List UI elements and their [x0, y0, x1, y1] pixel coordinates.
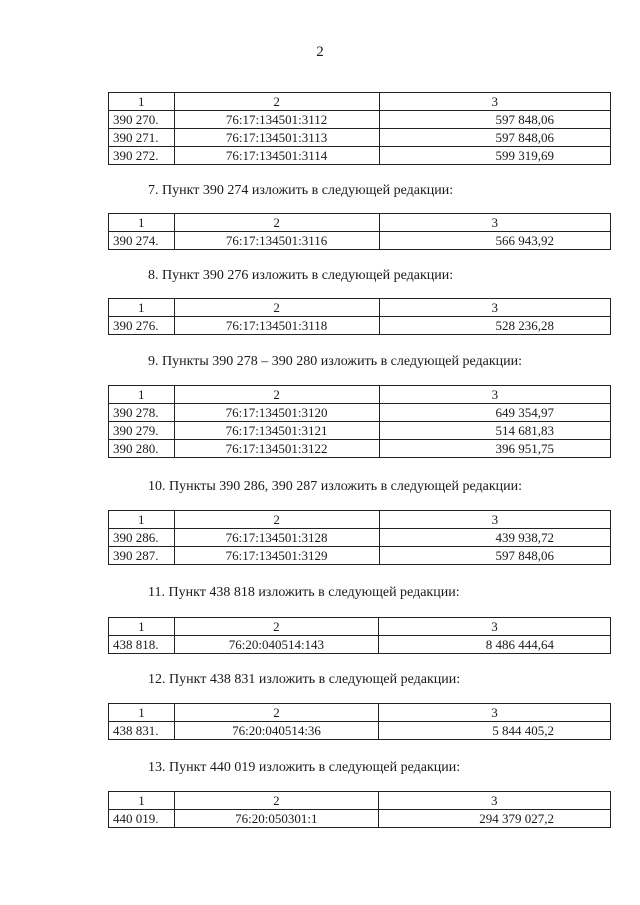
table-section-2 [108, 298, 611, 335]
item-number: 390 272. [109, 147, 175, 165]
page-number: 2 [316, 44, 324, 60]
table-header-row [109, 214, 611, 232]
cadastral-number: 76:20:040514:143 [174, 636, 378, 654]
table-header-row [109, 792, 611, 810]
header-col-3: 3 [379, 704, 611, 722]
item-number: 390 280. [109, 440, 175, 458]
cadastral-number: 76:17:134501:3112 [174, 111, 379, 129]
header-col-2: 2 [174, 704, 378, 722]
header-col-2: 2 [175, 792, 379, 810]
item-number: 390 287. [109, 547, 175, 565]
cadastral-number: 76:17:134501:3122 [174, 440, 379, 458]
cadastral-value: 439 938,72 [379, 529, 610, 547]
item-number: 390 274. [109, 232, 175, 250]
section-heading: 13. Пункт 440 019 изложить в следующей редакции: [148, 760, 461, 775]
table-section-3 [108, 385, 611, 458]
table-row [109, 810, 611, 828]
table-section-1 [108, 213, 611, 250]
table-row [109, 636, 611, 654]
item-number: 440 019. [109, 810, 175, 828]
header-col-3: 3 [379, 386, 610, 404]
cadastral-number: 76:20:040514:36 [174, 722, 378, 740]
header-col-3: 3 [379, 511, 610, 529]
table-row [109, 129, 611, 147]
cadastral-value: 597 848,06 [379, 111, 610, 129]
cadastral-value: 528 236,28 [379, 317, 610, 335]
cadastral-number: 76:17:134501:3128 [174, 529, 379, 547]
header-col-1: 1 [109, 704, 175, 722]
cadastral-number: 76:17:134501:3129 [174, 547, 379, 565]
table-row [109, 547, 611, 565]
header-col-3: 3 [378, 792, 610, 810]
table-row [109, 440, 611, 458]
header-col-1: 1 [109, 214, 175, 232]
header-col-1: 1 [109, 93, 175, 111]
header-col-2: 2 [174, 299, 379, 317]
table-section-7 [108, 791, 611, 828]
item-number: 390 286. [109, 529, 175, 547]
item-number: 390 278. [109, 404, 175, 422]
header-col-3: 3 [379, 618, 611, 636]
item-number: 438 818. [109, 636, 175, 654]
table-section-6 [108, 703, 611, 740]
item-number: 390 276. [109, 317, 175, 335]
cadastral-number: 76:17:134501:3121 [174, 422, 379, 440]
section-heading: 10. Пункты 390 286, 390 287 изложить в следующей редакции: [148, 479, 523, 494]
item-number: 390 271. [109, 129, 175, 147]
table-row [109, 232, 611, 250]
cadastral-value: 597 848,06 [379, 547, 610, 565]
table-row [109, 722, 611, 740]
cadastral-value: 8 486 444,64 [379, 636, 611, 654]
header-col-2: 2 [174, 618, 378, 636]
table-row [109, 111, 611, 129]
table-row [109, 422, 611, 440]
header-col-1: 1 [109, 792, 175, 810]
cadastral-number: 76:17:134501:3114 [174, 147, 379, 165]
cadastral-value: 514 681,83 [379, 422, 610, 440]
table-section-5 [108, 617, 611, 654]
header-col-2: 2 [174, 214, 379, 232]
header-col-1: 1 [109, 511, 175, 529]
item-number: 390 279. [109, 422, 175, 440]
cadastral-value: 396 951,75 [379, 440, 610, 458]
header-col-2: 2 [174, 93, 379, 111]
header-col-2: 2 [174, 511, 379, 529]
section-heading: 12. Пункт 438 831 изложить в следующей редакции: [148, 672, 461, 687]
table-header-row [109, 386, 611, 404]
section-heading: 7. Пункт 390 274 изложить в следующей редакции: [148, 183, 454, 198]
table-row [109, 317, 611, 335]
table-section-4 [108, 510, 611, 565]
cadastral-number: 76:17:134501:3116 [174, 232, 379, 250]
section-heading: 9. Пункты 390 278 – 390 280 изложить в следующей редакции: [148, 354, 523, 369]
item-number: 438 831. [109, 722, 175, 740]
table-header-row [109, 618, 611, 636]
table-header-row [109, 704, 611, 722]
cadastral-value: 294 379 027,2 [378, 810, 610, 828]
header-col-3: 3 [379, 299, 610, 317]
cadastral-number: 76:17:134501:3120 [174, 404, 379, 422]
cadastral-value: 597 848,06 [379, 129, 610, 147]
header-col-3: 3 [379, 93, 610, 111]
table-header-row [109, 511, 611, 529]
table-header-row [109, 93, 611, 111]
cadastral-number: 76:17:134501:3113 [174, 129, 379, 147]
table-header-row [109, 299, 611, 317]
header-col-1: 1 [109, 299, 175, 317]
cadastral-number: 76:17:134501:3118 [174, 317, 379, 335]
cadastral-value: 566 943,92 [379, 232, 610, 250]
header-col-2: 2 [174, 386, 379, 404]
cadastral-value: 5 844 405,2 [379, 722, 611, 740]
section-heading: 11. Пункт 438 818 изложить в следующей редакции: [148, 585, 460, 600]
table-row [109, 529, 611, 547]
header-col-1: 1 [109, 618, 175, 636]
cadastral-number: 76:20:050301:1 [175, 810, 379, 828]
table-section-0 [108, 92, 611, 165]
section-heading: 8. Пункт 390 276 изложить в следующей редакции: [148, 268, 454, 283]
cadastral-value: 599 319,69 [379, 147, 610, 165]
table-row [109, 404, 611, 422]
table-row [109, 147, 611, 165]
header-col-1: 1 [109, 386, 175, 404]
item-number: 390 270. [109, 111, 175, 129]
header-col-3: 3 [379, 214, 610, 232]
cadastral-value: 649 354,97 [379, 404, 610, 422]
